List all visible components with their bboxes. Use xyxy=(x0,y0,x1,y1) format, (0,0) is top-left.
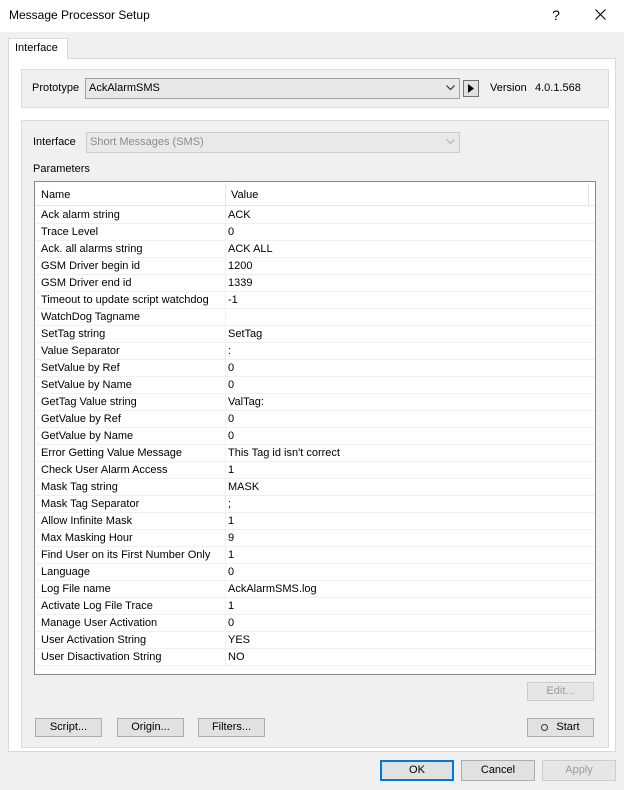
parameter-name: WatchDog Tagname xyxy=(41,311,141,323)
parameter-name: Mask Tag string xyxy=(41,481,118,493)
parameter-name: Log File name xyxy=(41,583,111,595)
prototype-select[interactable] xyxy=(85,78,460,99)
table-row[interactable] xyxy=(35,445,595,462)
column-divider xyxy=(225,632,226,649)
column-divider xyxy=(225,360,226,377)
column-divider xyxy=(225,649,226,666)
column-divider xyxy=(225,411,226,428)
column-divider xyxy=(225,547,226,564)
parameter-value: NO xyxy=(228,651,245,663)
play-icon xyxy=(468,84,474,93)
table-row[interactable] xyxy=(35,207,595,224)
close-button[interactable] xyxy=(586,4,614,26)
table-row[interactable] xyxy=(35,632,595,649)
parameter-value: ValTag: xyxy=(228,396,264,408)
parameter-name: Allow Infinite Mask xyxy=(41,515,133,527)
tab-interface[interactable]: Interface xyxy=(8,38,68,59)
column-divider xyxy=(225,183,226,207)
table-row[interactable] xyxy=(35,479,595,496)
chevron-down-icon xyxy=(446,84,455,91)
column-divider xyxy=(225,275,226,292)
prototype-select-value: AckAlarmSMS xyxy=(89,82,160,94)
table-row[interactable] xyxy=(35,394,595,411)
column-divider xyxy=(225,615,226,632)
column-divider xyxy=(225,581,226,598)
parameter-value: 0 xyxy=(228,379,235,391)
parameter-value: ; xyxy=(228,498,232,510)
table-row[interactable] xyxy=(35,292,595,309)
parameter-name: Timeout to update script watchdog xyxy=(41,294,209,306)
parameter-value: 1 xyxy=(228,549,235,561)
parameter-value: AckAlarmSMS.log xyxy=(228,583,317,595)
column-divider xyxy=(225,207,226,224)
parameter-value: 1339 xyxy=(228,277,253,289)
parameter-value: ACK ALL xyxy=(228,243,273,255)
column-divider xyxy=(225,598,226,615)
parameter-value: SetTag xyxy=(228,328,263,340)
table-row[interactable] xyxy=(35,360,595,377)
parameter-name: Error Getting Value Message xyxy=(41,447,183,459)
table-row[interactable] xyxy=(35,275,595,292)
parameter-value: ACK xyxy=(228,209,251,221)
table-row[interactable] xyxy=(35,241,595,258)
parameter-name: Max Masking Hour xyxy=(41,532,133,544)
parameter-name: Language xyxy=(41,566,90,578)
parameter-name: SetTag string xyxy=(41,328,106,340)
parameters-list[interactable] xyxy=(34,181,596,675)
parameter-name: Mask Tag Separator xyxy=(41,498,140,510)
table-row[interactable] xyxy=(35,326,595,343)
column-divider xyxy=(588,183,589,207)
parameters-label: Parameters xyxy=(33,163,90,175)
parameter-name: GSM Driver begin id xyxy=(41,260,141,272)
table-row[interactable] xyxy=(35,411,595,428)
column-divider xyxy=(225,428,226,445)
column-divider xyxy=(225,513,226,530)
parameter-name: GetValue by Ref xyxy=(41,413,121,425)
script-button[interactable]: Script... xyxy=(35,718,102,737)
column-divider xyxy=(225,564,226,581)
column-header-name[interactable]: Name xyxy=(41,189,71,201)
run-prototype-button[interactable] xyxy=(463,80,479,97)
column-divider xyxy=(225,479,226,496)
column-divider xyxy=(225,445,226,462)
edit-button[interactable]: Edit... xyxy=(527,682,594,701)
parameter-name: GetTag Value string xyxy=(41,396,137,408)
parameter-value: 0 xyxy=(228,226,235,238)
window-title: Message Processor Setup xyxy=(9,8,150,22)
parameter-name: Ack. all alarms string xyxy=(41,243,143,255)
column-divider xyxy=(225,343,226,360)
table-row[interactable] xyxy=(35,462,595,479)
table-row[interactable] xyxy=(35,513,595,530)
parameter-name: Activate Log File Trace xyxy=(41,600,153,612)
column-divider xyxy=(225,377,226,394)
parameter-value: 0 xyxy=(228,617,235,629)
table-row[interactable] xyxy=(35,224,595,241)
table-row[interactable] xyxy=(35,258,595,275)
table-row[interactable] xyxy=(35,649,595,666)
interface-label: Interface xyxy=(33,136,76,148)
parameter-name: SetValue by Ref xyxy=(41,362,120,374)
parameter-value: 0 xyxy=(228,566,235,578)
parameter-value: -1 xyxy=(228,294,238,306)
table-row[interactable] xyxy=(35,496,595,513)
parameter-name: Manage User Activation xyxy=(41,617,158,629)
parameter-value: 0 xyxy=(228,413,235,425)
apply-button[interactable]: Apply xyxy=(542,760,616,781)
parameter-value: This Tag id isn't correct xyxy=(228,447,340,459)
parameter-value: 1 xyxy=(228,515,235,527)
column-divider xyxy=(225,241,226,258)
start-button[interactable] xyxy=(527,718,594,737)
parameter-name: Check User Alarm Access xyxy=(41,464,168,476)
column-divider xyxy=(225,530,226,547)
table-row[interactable] xyxy=(35,564,595,581)
column-divider xyxy=(225,496,226,513)
table-row[interactable] xyxy=(35,377,595,394)
parameter-value: 1 xyxy=(228,600,235,612)
table-row[interactable] xyxy=(35,547,595,564)
column-divider xyxy=(225,224,226,241)
column-divider xyxy=(225,462,226,479)
cancel-button[interactable]: Cancel xyxy=(461,760,535,781)
parameter-name: Trace Level xyxy=(41,226,99,238)
parameter-value: 0 xyxy=(228,362,235,374)
parameter-value: YES xyxy=(228,634,251,646)
version-value: 4.0.1.568 xyxy=(535,82,581,94)
parameter-value: : xyxy=(228,345,232,357)
parameter-value: 9 xyxy=(228,532,235,544)
start-radio-icon xyxy=(541,724,548,731)
table-row[interactable] xyxy=(35,309,595,326)
parameter-name: Value Separator xyxy=(41,345,120,357)
parameter-name: Ack alarm string xyxy=(41,209,120,221)
column-divider xyxy=(225,326,226,343)
parameter-value: MASK xyxy=(228,481,260,493)
table-row[interactable] xyxy=(35,343,595,360)
table-row[interactable] xyxy=(35,581,595,598)
column-divider xyxy=(225,394,226,411)
chevron-down-icon xyxy=(446,138,455,145)
table-row[interactable] xyxy=(35,615,595,632)
parameter-name: Find User on its First Number Only xyxy=(41,549,211,561)
help-button[interactable]: ? xyxy=(552,7,560,23)
table-row[interactable] xyxy=(35,598,595,615)
interface-select[interactable] xyxy=(86,132,460,153)
parameter-name: SetValue by Name xyxy=(41,379,132,391)
parameter-value: 1200 xyxy=(228,260,253,272)
list-header xyxy=(35,182,595,206)
start-button-label: Start xyxy=(556,721,580,733)
prototype-label: Prototype xyxy=(32,82,80,94)
column-divider xyxy=(225,258,226,275)
column-divider xyxy=(225,309,226,326)
parameter-rows xyxy=(35,207,595,666)
table-row[interactable] xyxy=(35,428,595,445)
ok-button[interactable]: OK xyxy=(380,760,454,781)
close-icon xyxy=(595,9,606,20)
parameter-value: 0 xyxy=(228,430,235,442)
table-row[interactable] xyxy=(35,530,595,547)
version-label: Version xyxy=(490,82,527,94)
parameter-value: 1 xyxy=(228,464,235,476)
parameter-name: User Activation String xyxy=(41,634,147,646)
parameter-name: GetValue by Name xyxy=(41,430,134,442)
column-header-value[interactable]: Value xyxy=(231,189,259,201)
filters-button[interactable]: Filters... xyxy=(198,718,265,737)
column-divider xyxy=(225,292,226,309)
origin-button[interactable]: Origin... xyxy=(117,718,184,737)
parameter-name: User Disactivation String xyxy=(41,651,162,663)
parameter-name: GSM Driver end id xyxy=(41,277,132,289)
interface-select-value: Short Messages (SMS) xyxy=(90,136,204,148)
